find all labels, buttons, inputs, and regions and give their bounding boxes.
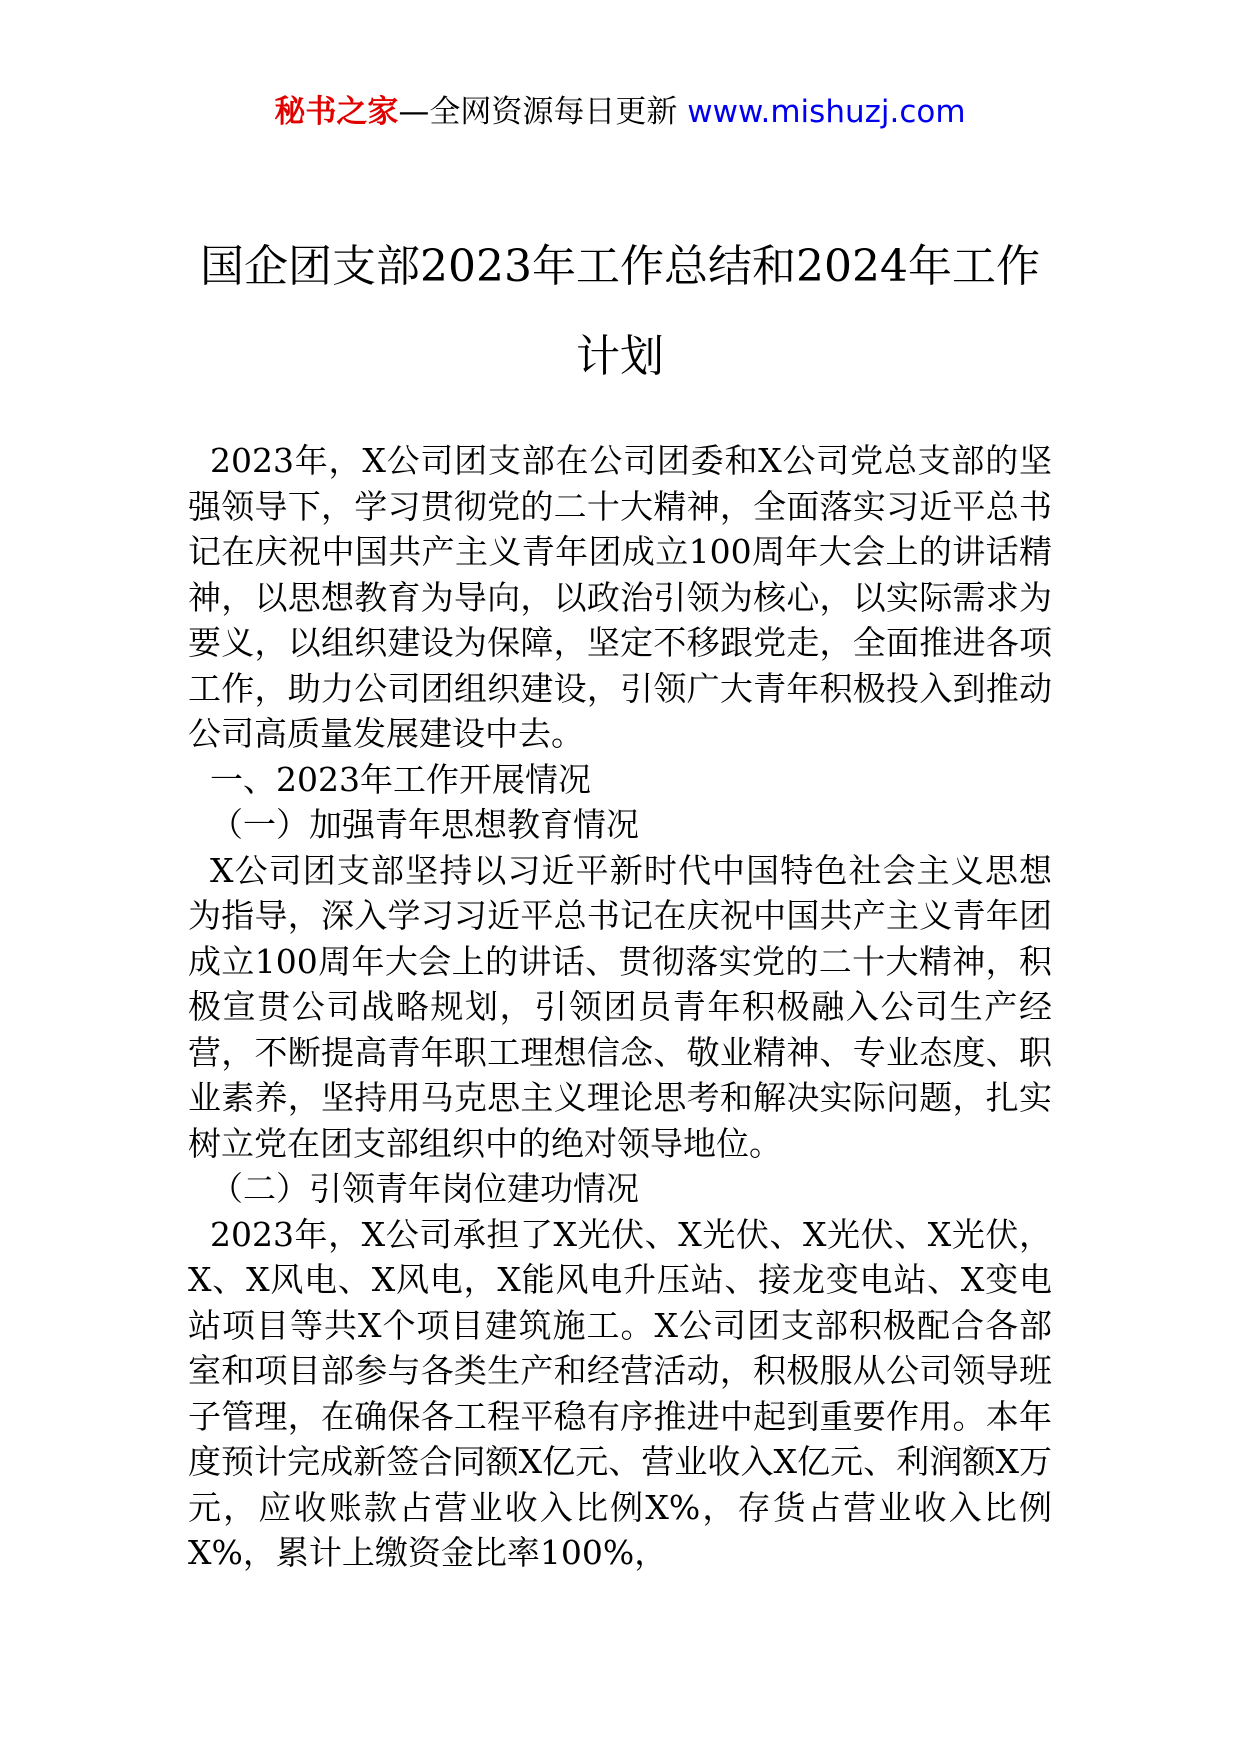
site-tagline: —全网资源每日更新 <box>398 94 688 130</box>
document-title: 国企团支部2023年工作总结和2024年工作计划 <box>200 241 1040 382</box>
site-url-link[interactable]: www.mishuzj.com <box>687 94 966 130</box>
subsection-paragraph-2: 2023年，X公司承担了X光伏、X光伏、X光伏、X光伏，X、X风电、X风电，X能风电升压站、接龙变电站、X变电站项目等共X个项目建筑施工。X公司团支部积极配合各部室和项目部参与各类生产和经营活动，积极服从公司领导班子管理，在确保各工程平稳有序推进中起到重要作用。本年度预计完成新签合同额X亿元、营业收入X亿元、利润额X万元，应收账款占营业收入比例X%，存货占营业收入比例X%，累计上缴资金比率100%， <box>188 1214 1052 1572</box>
site-banner <box>0 90 1240 134</box>
subsection-heading-2: （二）引领青年岗位建功情况 <box>210 1169 639 1208</box>
section-heading-1: 一、2023年工作开展情况 <box>210 759 591 799</box>
intro-paragraph: 2023年，X公司团支部在公司团委和X公司党总支部的坚强领导下，学习贯彻党的二十大精神，全面落实习近平总书记在庆祝中国共产主义青年团成立100周年大会上的讲话精神，以思想教育为导向，以政治引领为核心，以实际需求为要义，以组织建设为保障，坚定不移跟党走，全面推进各项工作，助力公司团组织建设，引领广大青年积极投入到推动公司高质量发展建设中去。 <box>188 441 1052 753</box>
site-brand: 秘书之家 <box>274 94 399 130</box>
subsection-heading-1: （一）加强青年思想教育情况 <box>210 805 639 844</box>
subsection-paragraph-1: X公司团支部坚持以习近平新时代中国特色社会主义思想为指导，深入学习习近平总书记在庆祝中国共产主义青年团成立100周年大会上的讲话、贯彻落实党的二十大精神，积极宣贯公司战略规划，引领团员青年积极融入公司生产经营，不断提高青年职工理想信念、敬业精神、专业态度、职业素养，坚持用马克思主义理论思考和解决实际问题，扎实树立党在团支部组织中的绝对领导地位。 <box>188 850 1052 1163</box>
document-body <box>188 438 1052 1576</box>
